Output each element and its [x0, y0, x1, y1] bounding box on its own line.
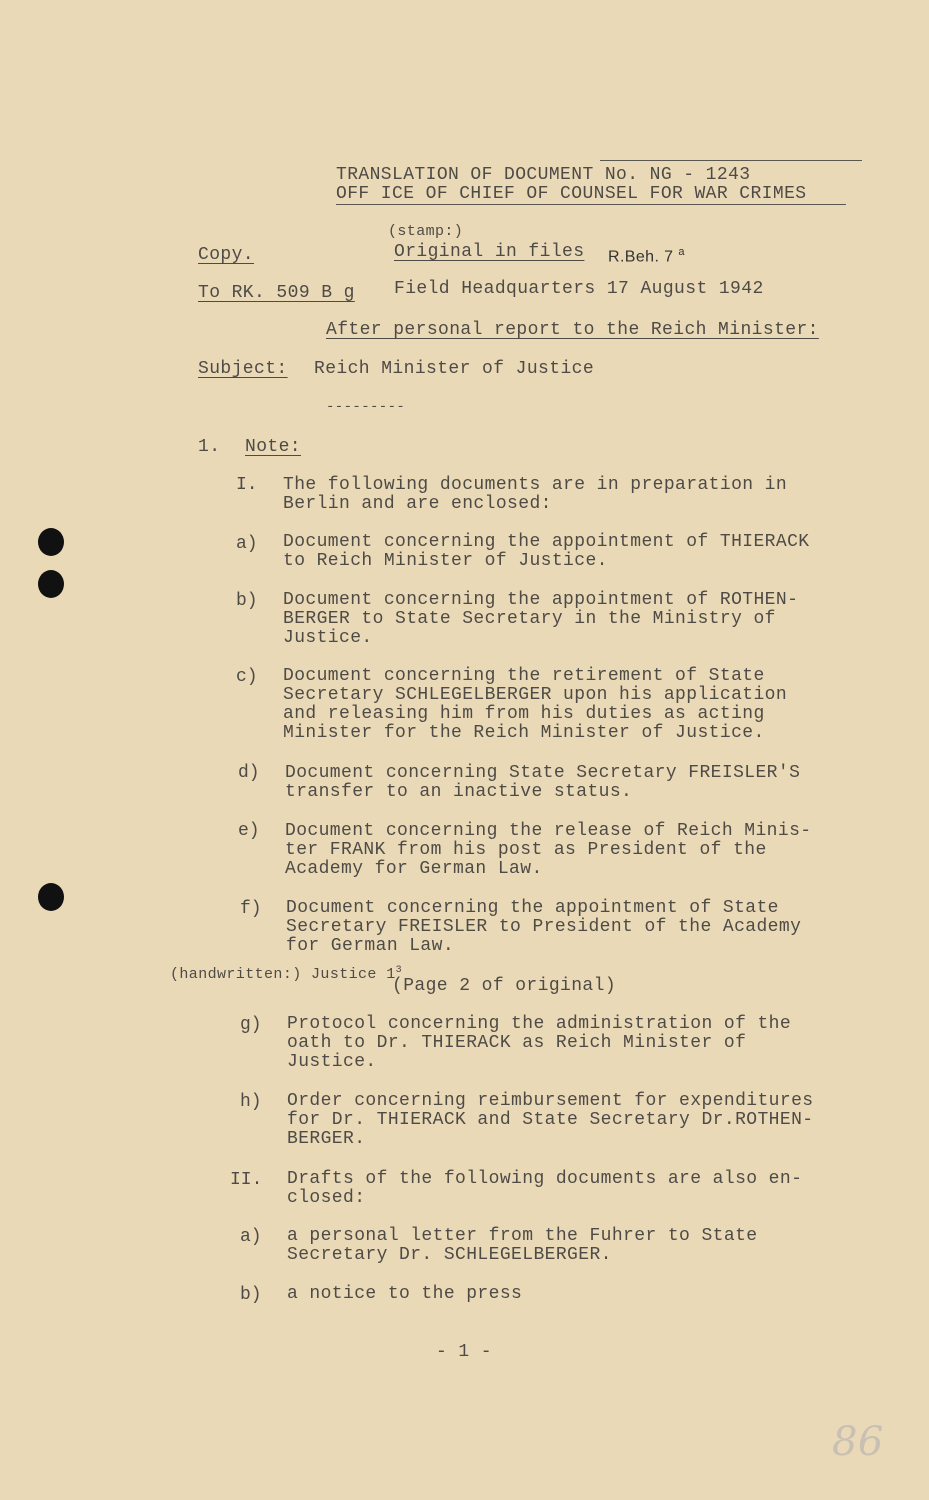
after-report: After personal report to the Reich Minister: — [326, 320, 819, 340]
file-ref-sup: a — [678, 246, 685, 258]
file-reference — [608, 243, 685, 266]
copy-label: Copy. — [198, 245, 255, 265]
handwritten-note — [170, 961, 402, 984]
item-label: a) — [236, 534, 258, 554]
item-label: I. — [236, 475, 258, 495]
item-text: The following documents are in preparation in Berlin and are enclosed: — [283, 475, 788, 514]
item-text: Document concerning State Secretary FREISLER'S transfer to an inactive status. — [285, 763, 801, 802]
item-text: a notice to the press — [287, 1284, 523, 1304]
to-reference: To RK. 509 B g — [198, 283, 355, 303]
archive-number: 86 — [832, 1419, 884, 1465]
item-label: e) — [238, 821, 260, 841]
item-text: Document concerning the release of Reich Minis- ter FRANK from his post as President of the Academy for German Law. — [285, 821, 812, 879]
header-line-2: OFF ICE OF CHIEF OF COUNSEL FOR WAR CRIMES — [336, 184, 807, 204]
item-text: Document concerning the retirement of State Secretary SCHLEGELBERGER upon his application and releasing him from his duties as acting Minister for the Reich Minister of Justice. — [283, 666, 788, 743]
item-label: h) — [240, 1092, 262, 1112]
item-text: Order concerning reimbursement for expenditures for Dr. THIERACK and State Secretary Dr.ROTHEN- BERGER. — [287, 1091, 814, 1149]
subject-value: Reich Minister of Justice — [314, 359, 595, 379]
note-number: 1. — [198, 437, 221, 457]
item-text: Document concerning the appointment of ROTHEN- BERGER to State Secretary in the Ministry of Justice. — [283, 590, 799, 648]
item-label: a) — [240, 1227, 262, 1247]
punch-hole — [38, 570, 64, 598]
page2-marker: (Page 2 of original) — [392, 976, 617, 996]
separator: --------- — [326, 399, 406, 415]
header-line-1: TRANSLATION OF DOCUMENT No. NG - 1243 — [336, 165, 751, 185]
note-label: Note: — [245, 437, 302, 457]
item-label: b) — [240, 1285, 262, 1305]
place-date: Field Headquarters 17 August 1942 — [394, 279, 764, 299]
page-number: - 1 - — [436, 1342, 493, 1362]
stamp-label: (stamp:) — [388, 223, 464, 240]
header-underline — [336, 204, 846, 205]
subject-label: Subject: — [198, 359, 288, 379]
item-text: Protocol concerning the administration of the oath to Dr. THIERACK as Reich Minister of Justice. — [287, 1014, 792, 1072]
original-in-files: Original in files — [394, 242, 585, 262]
handwritten-sup: 3 — [395, 965, 403, 976]
item-label: c) — [236, 667, 258, 687]
item-label: b) — [236, 591, 258, 611]
item-text: Document concerning the appointment of State Secretary FREISLER to President of the Academy for German Law. — [286, 898, 802, 956]
item-label: g) — [240, 1015, 262, 1035]
item-text: Drafts of the following documents are also en- closed: — [287, 1169, 803, 1208]
file-ref: R.Beh. 7 — [608, 248, 674, 266]
item-text: Document concerning the appointment of THIERACK to Reich Minister of Justice. — [283, 532, 810, 571]
item-label: f) — [240, 899, 262, 919]
item-label: d) — [238, 763, 260, 783]
top-rule — [600, 160, 862, 161]
item-label: II. — [230, 1170, 263, 1190]
item-text: a personal letter from the Fuhrer to State Secretary Dr. SCHLEGELBERGER. — [287, 1226, 758, 1265]
punch-hole — [38, 528, 64, 556]
punch-hole — [38, 883, 64, 911]
handwritten-text: (handwritten:) Justice 1 — [170, 966, 396, 983]
